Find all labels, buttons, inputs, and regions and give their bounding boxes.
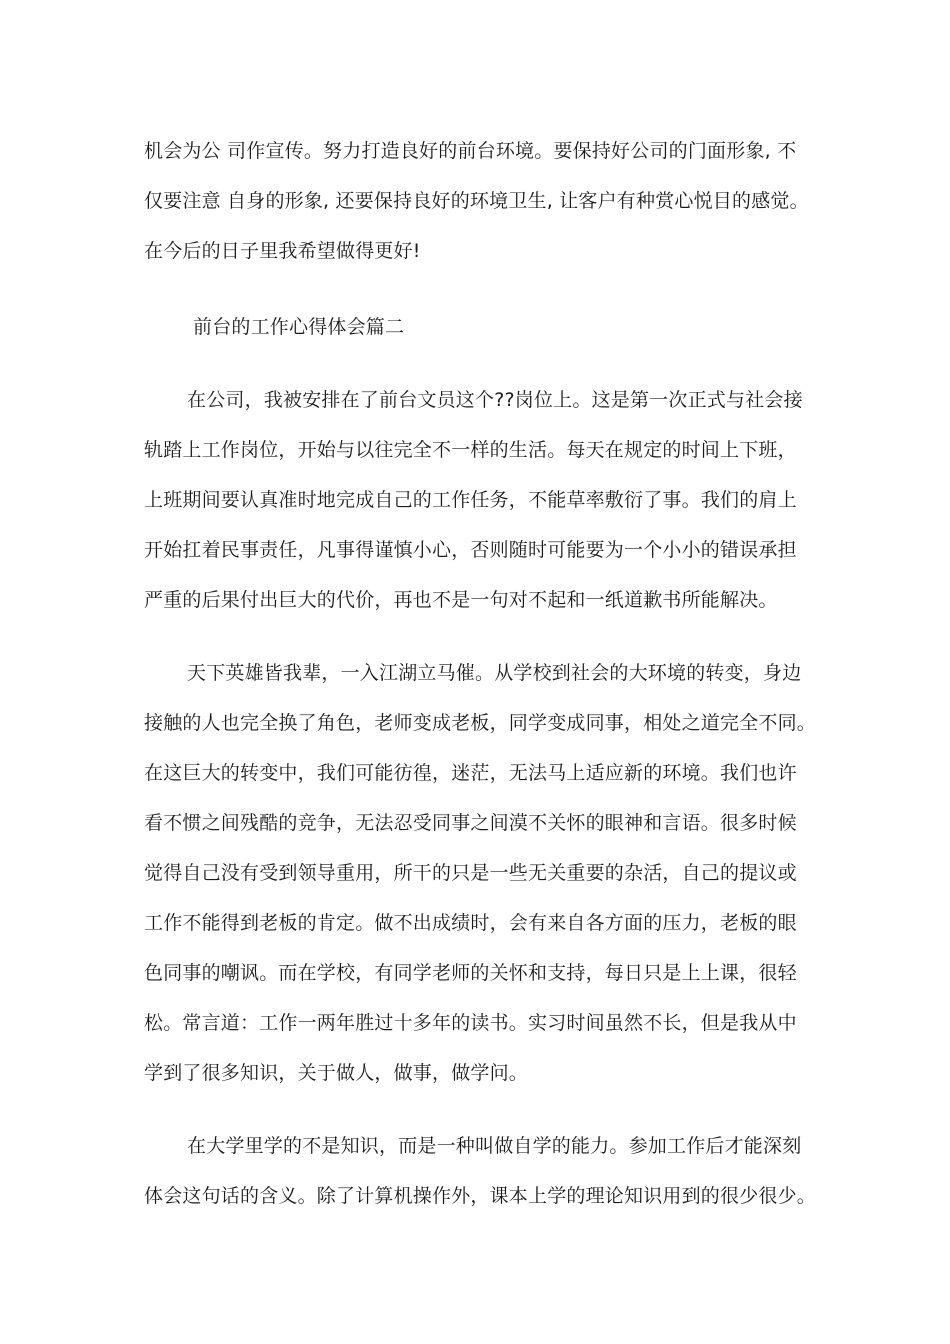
text-line: 机会为公 司作宣传。努力打造良好的前台环境。要保持好公司的门面形象, 不	[144, 140, 797, 162]
text-line: 觉得自己没有受到领导重用，所干的只是一些无关重要的杂活，自己的提议或	[144, 862, 797, 884]
text-line: 上班期间要认真准时地完成自己的工作任务，不能草率敷衍了事。我们的肩上	[144, 489, 797, 511]
text-line: 天下英雄皆我辈，一入江湖立马催。从学校到社会的大环境的转变，身边	[187, 662, 802, 684]
text-line: 看不惯之间残酷的竞争，无法忍受同事之间漠不关怀的眼神和言语。很多时候	[144, 812, 797, 834]
text-line: 在这巨大的转变中，我们可能彷徨，迷茫，无法马上适应新的环境。我们也许	[144, 762, 797, 784]
text-line: 严重的后果付出巨大的代价，再也不是一句对不起和一纸道歉书所能解决。	[144, 589, 778, 611]
text-line: 接触的人也完全换了角色，老师变成老板，同学变成同事，相处之道完全不同。	[144, 712, 817, 734]
section-heading: 前台的工作心得体会篇二	[193, 316, 405, 338]
text-line: 在大学里学的不是知识，而是一种叫做自学的能力。参加工作后才能深刻	[187, 1135, 802, 1157]
text-line: 色同事的嘲讽。而在学校，有同学老师的关怀和支持，每日只是上上课，很轻	[144, 962, 797, 984]
text-line: 在公司，我被安排在了前台文员这个??岗位上。这是第一次正式与社会接	[187, 389, 803, 411]
text-line: 仅要注意 自身的形象, 还要保持良好的环境卫生, 让客户有种赏心悦目的感觉。	[144, 190, 809, 212]
text-line: 学到了很多知识，关于做人，做事，做学问。	[144, 1062, 529, 1084]
text-line: 开始扛着民事责任，凡事得谨慎小心，否则随时可能要为一个小小的错误承担	[144, 539, 797, 561]
text-line: 轨踏上工作岗位，开始与以往完全不一样的生活。每天在规定的时间上下班，	[144, 439, 797, 461]
text-line: 工作不能得到老板的肯定。做不出成绩时，会有来自各方面的压力，老板的眼	[144, 912, 797, 934]
text-line: 松。常言道：工作一两年胜过十多年的读书。实习时间虽然不长，但是我从中	[144, 1012, 797, 1034]
text-line: 体会这句话的含义。除了计算机操作外，课本上学的理论知识用到的很少很少。	[144, 1185, 817, 1207]
text-line: 在今后的日子里我希望做得更好!	[144, 240, 421, 262]
